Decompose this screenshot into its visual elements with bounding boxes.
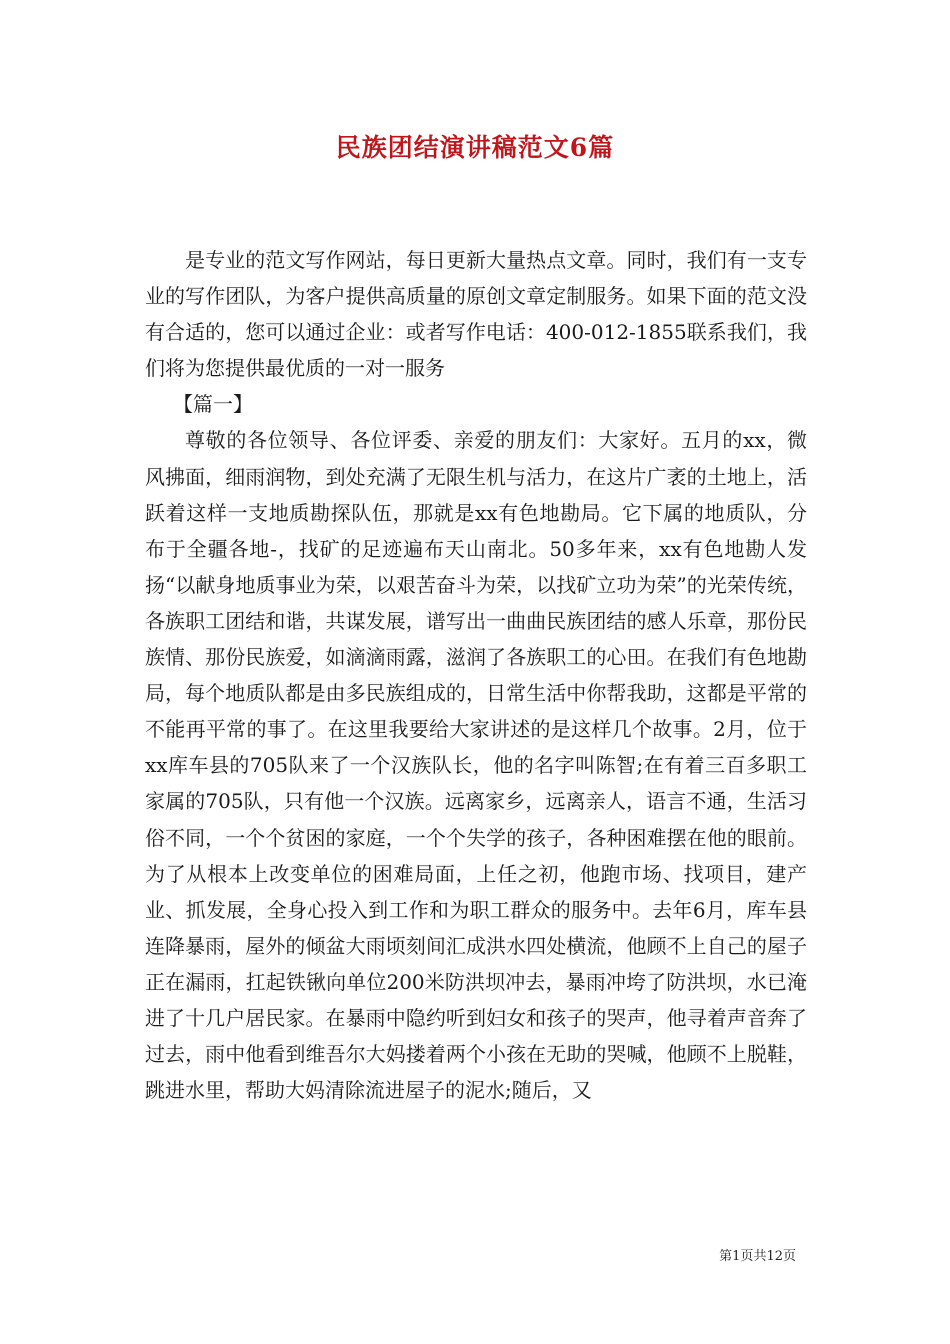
document-body	[145, 242, 807, 1108]
page-number: 第1页共12页	[719, 1249, 796, 1264]
document-title: 民族团结演讲稿范文6篇	[335, 133, 615, 162]
intro-paragraph: 是专业的范文写作网站，每日更新大量热点文章。同时，我们有一支专业的写作团队，为客户提供高质量的原创文章定制服务。如果下面的范文没有合适的，您可以通过企业：或者写作电话：400-012-1855联系我们，我们将为您提供最优质的一对一服务	[145, 248, 807, 381]
section-heading: 【篇一】	[173, 392, 253, 417]
body-paragraph: 尊敬的各位领导、各位评委、亲爱的朋友们：大家好。五月的xx，微风拂面，细雨润物，到处充满了无限生机与活力，在这片广袤的土地上，活跃着这样一支地质勘探队伍，那就是xx有色地勘局。它下属的地质队，分布于全疆各地-，找矿的足迹遍布天山南北。50多年来，xx有色地勘人发扬“以献身地质事业为荣，以艰苦奋斗为荣，以找矿立功为荣”的光荣传统，各族职工团结和谐，共谋发展，谱写出一曲曲民族团结的感人乐章，那份民族情、那份民族爱，如滴滴雨露，滋润了各族职工的心田。在我们有色地勘局，每个地质队都是由多民族组成的，日常生活中你帮我助，这都是平常的不能再平常的事了。在这里我要给大家讲述的是这样几个故事。2月，位于xx库车县的705队来了一个汉族队长，他的名字叫陈智;在有着三百多职工家属的705队，只有他一个汉族。远离家乡，远离亲人，语言不通，生活习俗不同，一个个贫困的家庭，一个个失学的孩子，各种困难摆在他的眼前。为了从根本上改变单位的困难局面，上任之初，他跑市场、找项目，建产业、抓发展，全身心投入到工作和为职工群众的服务中。去年6月，库车县连降暴雨，屋外的倾盆大雨顷刻间汇成洪水四处横流，他顾不上自己的屋子正在漏雨，扛起铁锹向单位200米防洪坝冲去，暴雨冲垮了防洪坝，水已淹进了十几户居民家。在暴雨中隐约听到妇女和孩子的哭声，他寻着声音奔了过去，雨中他看到维吾尔大妈搂着两个小孩在无助的哭喊，他顾不上脱鞋，跳进水里，帮助大妈清除流进屋子的泥水;随后，又	[145, 428, 807, 1103]
